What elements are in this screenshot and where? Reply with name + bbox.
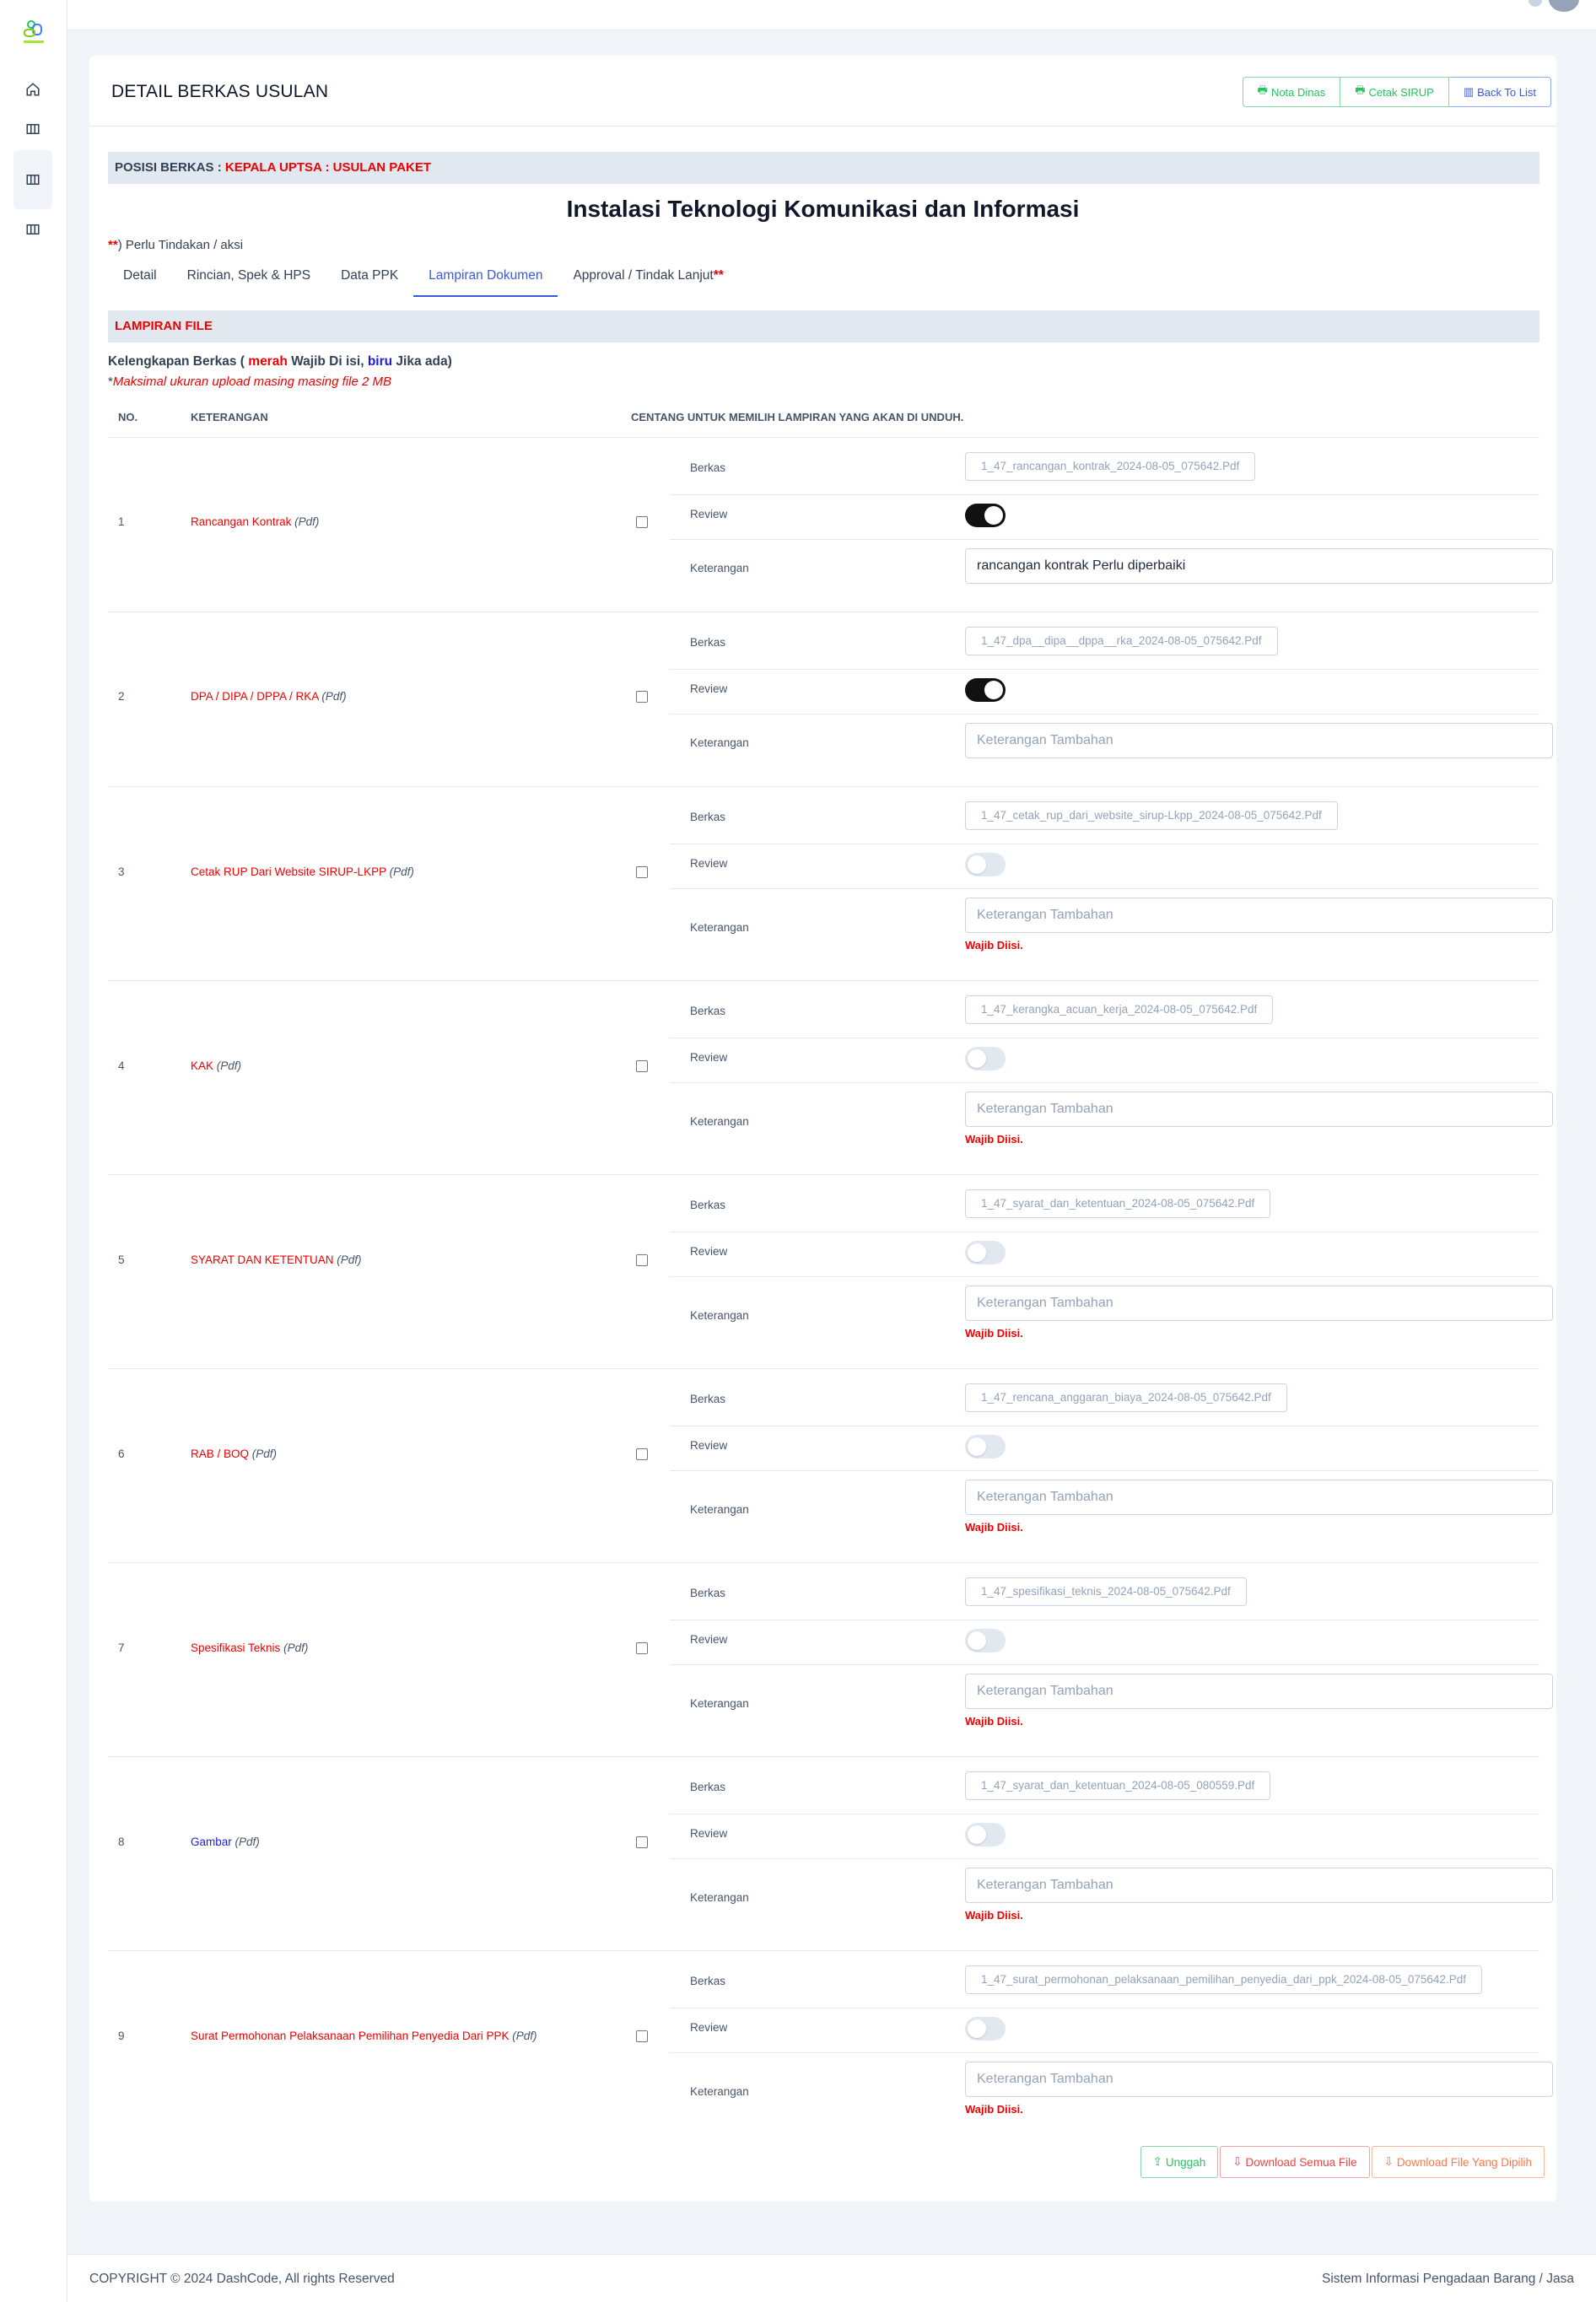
- document-type: (Pdf): [512, 2030, 537, 2042]
- select-checkbox[interactable]: [636, 1642, 648, 1654]
- select-checkbox[interactable]: [636, 1836, 648, 1848]
- table-row: [108, 1950, 1539, 2144]
- main-card: [89, 56, 1556, 2202]
- review-toggle[interactable]: [965, 678, 1006, 702]
- tab-bar: [108, 261, 739, 297]
- download-selected-button[interactable]: [1372, 2146, 1545, 2178]
- keterangan-input[interactable]: Keterangan Tambahan: [965, 1480, 1553, 1515]
- keterangan-label: Keterangan: [690, 921, 749, 934]
- page-title: Instalasi Teknologi Komunikasi dan Informasi: [566, 196, 1080, 222]
- review-label: Review: [690, 1051, 728, 1064]
- review-label: Review: [690, 2021, 728, 2034]
- download-icon: ⇩: [1232, 2155, 1243, 2168]
- row-number: 2: [118, 690, 125, 703]
- kelengkapan-legend: [108, 354, 452, 369]
- row-detail: [670, 1563, 1539, 1757]
- divider: [670, 1664, 1539, 1665]
- file-link[interactable]: 1_47_spesifikasi_teknis_2024-08-05_075642.Pdf: [965, 1577, 1247, 1606]
- col-no: NO.: [118, 411, 138, 423]
- divider: [670, 1858, 1539, 1859]
- row-keterangan: [191, 690, 347, 703]
- keterangan-label: Keterangan: [690, 1115, 749, 1128]
- wajib-diisi-warning: Wajib Diisi.: [965, 1715, 1023, 1728]
- system-name: Sistem Informasi Pengadaan Barang / Jasa: [1322, 2272, 1574, 2286]
- file-link[interactable]: 1_47_rencana_anggaran_biaya_2024-08-05_075642.Pdf: [965, 1383, 1287, 1412]
- printer-icon: 🖶: [1257, 84, 1268, 96]
- columns-icon-active[interactable]: [13, 150, 52, 209]
- review-label: Review: [690, 1633, 728, 1646]
- review-label: Review: [690, 1827, 728, 1840]
- wajib-diisi-warning: Wajib Diisi.: [965, 2103, 1023, 2116]
- posisi-berkas-bar: [108, 152, 1539, 184]
- table-row: [108, 612, 1539, 786]
- berkas-label: Berkas: [690, 461, 726, 474]
- tab-approval-label: Approval / Tindak Lanjut: [573, 268, 714, 283]
- keterangan-label: Keterangan: [690, 2085, 749, 2098]
- download-all-label: Download Semua File: [1245, 2155, 1357, 2169]
- document-name: Rancangan Kontrak: [191, 515, 292, 528]
- keterangan-input[interactable]: Keterangan Tambahan: [965, 1286, 1553, 1321]
- document-type: (Pdf): [337, 1253, 362, 1266]
- action-note-text: ) Perlu Tindakan / aksi: [117, 238, 244, 252]
- legend-biru: biru: [367, 354, 393, 369]
- review-label: Review: [690, 1439, 728, 1452]
- review-toggle[interactable]: [965, 1629, 1006, 1652]
- notification-icon[interactable]: [1529, 0, 1542, 7]
- file-link[interactable]: 1_47_syarat_dan_ketentuan_2024-08-05_080559.Pdf: [965, 1771, 1270, 1800]
- row-detail: [670, 438, 1539, 612]
- select-checkbox[interactable]: [636, 1060, 648, 1072]
- file-link[interactable]: 1_47_cetak_rup_dari_website_sirup-Lkpp_2024-08-05_075642.Pdf: [965, 801, 1338, 830]
- row-number: 8: [118, 1836, 125, 1848]
- legend-merah: merah: [248, 354, 288, 369]
- file-link[interactable]: 1_47_syarat_dan_ketentuan_2024-08-05_075642.Pdf: [965, 1189, 1270, 1218]
- columns-icon[interactable]: [17, 213, 49, 245]
- top-bar: [67, 0, 1596, 30]
- tab-detail[interactable]: Detail: [123, 268, 157, 283]
- tab-rincian[interactable]: Rincian, Spek & HPS: [186, 268, 311, 283]
- file-link[interactable]: 1_47_surat_permohonan_pelaksanaan_pemilihan_penyedia_dari_ppk_2024-08-05_075642.Pdf: [965, 1965, 1482, 1994]
- table-row: [108, 980, 1539, 1174]
- document-name: Surat Permohonan Pelaksanaan Pemilihan Penyedia Dari PPK: [191, 2030, 510, 2042]
- row-number: 5: [118, 1253, 125, 1266]
- cetak-sirup-button[interactable]: [1340, 77, 1449, 107]
- row-number: 4: [118, 1059, 125, 1072]
- review-toggle[interactable]: [965, 853, 1006, 876]
- row-keterangan: [191, 515, 319, 528]
- tab-data-ppk[interactable]: Data PPK: [341, 268, 399, 283]
- row-keterangan: [191, 1448, 277, 1460]
- keterangan-label: Keterangan: [690, 736, 749, 749]
- keterangan-input[interactable]: Keterangan Tambahan: [965, 1092, 1553, 1127]
- back-to-list-button[interactable]: [1449, 77, 1551, 107]
- upload-icon: ⇪: [1152, 2155, 1162, 2168]
- nota-dinas-button[interactable]: [1243, 77, 1341, 107]
- document-name: KAK: [191, 1059, 214, 1072]
- table-row: [108, 437, 1539, 612]
- row-keterangan: [191, 1253, 362, 1266]
- back-to-list-label: Back To List: [1477, 85, 1536, 99]
- keterangan-input[interactable]: Keterangan Tambahan: [965, 1868, 1553, 1903]
- document-name: RAB / BOQ: [191, 1448, 250, 1460]
- keterangan-input[interactable]: Keterangan Tambahan: [965, 898, 1553, 933]
- table-row: [108, 1562, 1539, 1756]
- select-checkbox[interactable]: [636, 866, 648, 878]
- review-label: Review: [690, 682, 728, 695]
- tab-approval[interactable]: [558, 261, 738, 297]
- col-keterangan: KETERANGAN: [191, 411, 268, 423]
- keterangan-input[interactable]: Keterangan Tambahan: [965, 2062, 1553, 2097]
- divider: [670, 1276, 1539, 1277]
- table-header: [108, 396, 1539, 437]
- copyright-text: COPYRIGHT © 2024 DashCode, All rights Reserved: [89, 2272, 395, 2286]
- row-keterangan: [191, 1836, 260, 1848]
- action-buttons: [1140, 2146, 1545, 2178]
- review-label: Review: [690, 1245, 728, 1258]
- keterangan-label: Keterangan: [690, 1309, 749, 1322]
- row-keterangan: [191, 2030, 537, 2042]
- document-type: (Pdf): [389, 865, 414, 878]
- divider: [670, 888, 1539, 889]
- table-row: [108, 1368, 1539, 1562]
- select-checkbox[interactable]: [636, 1448, 648, 1460]
- row-detail: [670, 1369, 1539, 1563]
- document-name: Spesifikasi Teknis: [191, 1642, 281, 1654]
- header-button-group: [1243, 77, 1551, 107]
- keterangan-label: Keterangan: [690, 562, 749, 574]
- wajib-diisi-warning: Wajib Diisi.: [965, 1133, 1023, 1146]
- document-type: (Pdf): [235, 1836, 260, 1848]
- home-icon[interactable]: [17, 73, 49, 105]
- cetak-sirup-label: Cetak SIRUP: [1368, 85, 1434, 99]
- row-keterangan: [191, 865, 414, 878]
- berkas-label: Berkas: [690, 811, 726, 823]
- row-number: 9: [118, 2030, 125, 2042]
- posisi-label: POSISI BERKAS :: [115, 160, 222, 175]
- app-logo[interactable]: [20, 19, 47, 47]
- divider: [670, 669, 1539, 670]
- keterangan-input[interactable]: Keterangan Tambahan: [965, 723, 1553, 758]
- row-number: 7: [118, 1642, 125, 1654]
- file-link[interactable]: 1_47_rancangan_kontrak_2024-08-05_075642.Pdf: [965, 452, 1255, 481]
- review-toggle[interactable]: [965, 1435, 1006, 1458]
- document-type: (Pdf): [321, 690, 347, 703]
- action-note: [108, 238, 243, 252]
- legend-jika: Jika ada): [392, 354, 452, 369]
- select-checkbox[interactable]: [636, 1254, 648, 1266]
- file-link[interactable]: 1_47_kerangka_acuan_kerja_2024-08-05_075642.Pdf: [965, 995, 1273, 1024]
- unggah-label: Unggah: [1165, 2155, 1206, 2169]
- table-row: [108, 1756, 1539, 1950]
- document-type: (Pdf): [294, 515, 320, 528]
- berkas-label: Berkas: [690, 1199, 726, 1211]
- row-number: 6: [118, 1448, 125, 1460]
- review-toggle[interactable]: [965, 1241, 1006, 1264]
- keterangan-input[interactable]: rancangan kontrak Perlu diperbaiki: [965, 548, 1553, 584]
- divider: [670, 2052, 1539, 2053]
- download-all-button[interactable]: [1220, 2146, 1369, 2178]
- unggah-button[interactable]: [1140, 2146, 1219, 2178]
- avatar[interactable]: [1549, 0, 1579, 12]
- sidebar: [0, 0, 67, 2302]
- wajib-diisi-warning: Wajib Diisi.: [965, 939, 1023, 952]
- divider: [670, 494, 1539, 495]
- row-detail: [670, 1757, 1539, 1951]
- row-detail: [670, 787, 1539, 981]
- row-detail: [670, 612, 1539, 787]
- printer-icon: 🖶: [1355, 84, 1366, 96]
- berkas-label: Berkas: [690, 1587, 726, 1599]
- select-checkbox[interactable]: [636, 2030, 648, 2042]
- row-keterangan: [191, 1059, 241, 1072]
- row-number: 3: [118, 865, 125, 878]
- document-name: Cetak RUP Dari Website SIRUP-LKPP: [191, 865, 386, 878]
- row-detail: [670, 1951, 1539, 2145]
- berkas-label: Berkas: [690, 1975, 726, 1987]
- table-row: [108, 1174, 1539, 1368]
- select-checkbox[interactable]: [636, 516, 648, 528]
- berkas-label: Berkas: [690, 636, 726, 649]
- max-note-text: Maksimal ukuran upload masing masing file 2 MB: [112, 375, 391, 389]
- required-mark: **: [713, 268, 724, 283]
- review-toggle[interactable]: [965, 504, 1006, 527]
- max-size-note: [108, 375, 391, 389]
- review-label: Review: [690, 857, 728, 870]
- posisi-value: KEPALA UPTSA : USULAN PAKET: [224, 160, 432, 175]
- wajib-diisi-warning: Wajib Diisi.: [965, 1327, 1023, 1340]
- file-link[interactable]: 1_47_dpa__dipa__dppa__rka_2024-08-05_075642.Pdf: [965, 627, 1278, 655]
- keterangan-label: Keterangan: [690, 1891, 749, 1904]
- keterangan-label: Keterangan: [690, 1503, 749, 1516]
- wajib-diisi-warning: Wajib Diisi.: [965, 1909, 1023, 1922]
- page-heading: DETAIL BERKAS USULAN: [111, 82, 329, 101]
- legend-wajib: Wajib Di isi,: [287, 354, 368, 369]
- row-number: 1: [118, 515, 125, 528]
- review-label: Review: [690, 508, 728, 520]
- max-note-star: *: [108, 375, 113, 389]
- tab-lampiran-dokumen[interactable]: Lampiran Dokumen: [413, 261, 558, 297]
- berkas-label: Berkas: [690, 1781, 726, 1793]
- divider: [670, 1470, 1539, 1471]
- review-toggle[interactable]: [965, 2017, 1006, 2041]
- legend-prefix: Kelengkapan Berkas (: [108, 354, 245, 369]
- document-type: (Pdf): [283, 1642, 309, 1654]
- download-selected-label: Download File Yang Dipilih: [1396, 2155, 1532, 2169]
- document-name: DPA / DIPA / DPPA / RKA: [191, 690, 319, 703]
- select-checkbox[interactable]: [636, 691, 648, 703]
- keterangan-input[interactable]: Keterangan Tambahan: [965, 1674, 1553, 1709]
- wajib-diisi-warning: Wajib Diisi.: [965, 1521, 1023, 1534]
- review-toggle[interactable]: [965, 1047, 1006, 1070]
- table-row: [108, 786, 1539, 980]
- document-type: (Pdf): [216, 1059, 242, 1072]
- review-toggle[interactable]: [965, 1823, 1006, 1846]
- card-header: [89, 56, 1556, 127]
- row-keterangan: [191, 1642, 308, 1654]
- berkas-label: Berkas: [690, 1005, 726, 1017]
- col-centang: CENTANG UNTUK MEMILIH LAMPIRAN YANG AKAN DI UNDUH.: [631, 411, 964, 423]
- document-type: (Pdf): [251, 1448, 278, 1460]
- row-detail: [670, 981, 1539, 1175]
- columns-icon[interactable]: [17, 113, 49, 145]
- document-name: Gambar: [191, 1836, 232, 1848]
- keterangan-label: Keterangan: [690, 1697, 749, 1710]
- nota-dinas-label: Nota Dinas: [1270, 85, 1326, 99]
- divider: [670, 539, 1539, 540]
- section-title: LAMPIRAN FILE: [108, 310, 1539, 342]
- page-footer: [67, 2254, 1596, 2302]
- row-detail: [670, 1175, 1539, 1369]
- download-icon: ⇩: [1383, 2155, 1394, 2168]
- document-name: SYARAT DAN KETENTUAN: [191, 1253, 334, 1266]
- berkas-label: Berkas: [690, 1393, 726, 1405]
- columns-icon: ▥: [1463, 85, 1475, 98]
- divider: [670, 1082, 1539, 1083]
- required-mark: **: [108, 238, 118, 252]
